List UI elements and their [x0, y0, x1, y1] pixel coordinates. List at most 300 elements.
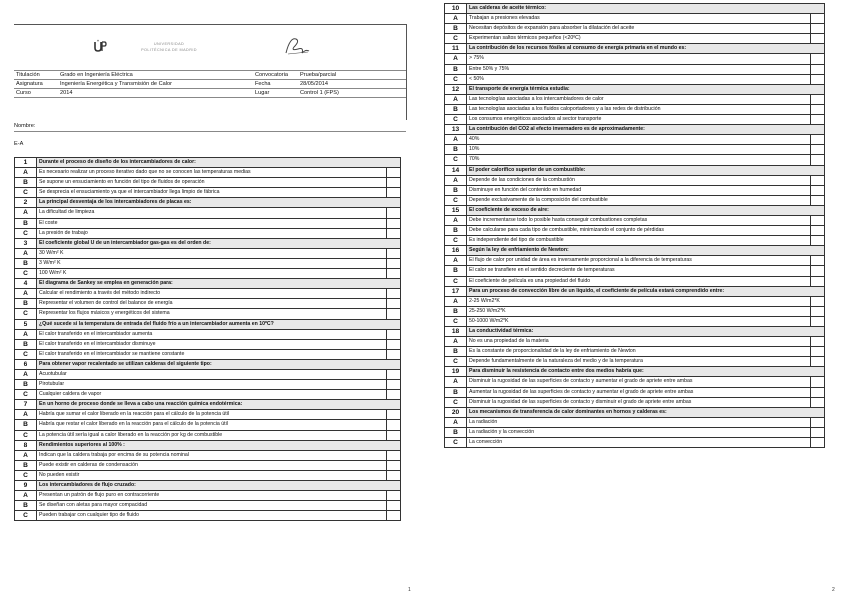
answer-option-row: [445, 438, 825, 448]
answer-option-row: [15, 380, 401, 390]
answer-option-row: [445, 236, 825, 246]
option-letter: B: [15, 380, 37, 390]
answer-option-row: [15, 299, 401, 309]
option-text: > 75%: [467, 54, 811, 64]
option-text: El flujo de calor por unidad de área es inversamente proporcional a la diferencia de temperaturas: [467, 256, 811, 266]
option-letter: A: [15, 410, 37, 420]
option-text: Se supone un ensuciamiento en función del tipo de fluidos de operación: [37, 178, 387, 188]
university-name-line2: POLITÉCNICA DE MADRID: [141, 48, 197, 52]
option-text: 40%: [467, 135, 811, 145]
question-text: El coeficiente global U de un intercambiador gas-gas es del orden de:: [37, 238, 401, 248]
question-text: Para obtener vapor recalentado se utilizan calderas del siguiente tipo:: [37, 359, 401, 369]
question-text: En un horno de proceso donde se lleva a cabo una reacción química endotérmica:: [37, 400, 401, 410]
option-letter: A: [15, 248, 37, 258]
question-number: 16: [445, 246, 467, 256]
option-letter: A: [445, 14, 467, 24]
option-text: Disminuye en función del contenido en humedad: [467, 185, 811, 195]
answer-option-row: [15, 339, 401, 349]
header-label: Titulación: [16, 72, 40, 78]
question-number: 9: [15, 481, 37, 491]
answer-box[interactable]: [811, 417, 825, 427]
option-letter: A: [15, 491, 37, 501]
answer-option-row: [15, 178, 401, 188]
question-row: [445, 84, 825, 94]
option-text: Depende fundamentalmente de la naturaleza del medio y de la temperatura: [467, 357, 811, 367]
question-row: [445, 367, 825, 377]
answer-option-row: [15, 511, 401, 521]
answer-option-row: [15, 420, 401, 430]
option-letter: A: [445, 296, 467, 306]
header-label: Lugar: [255, 90, 270, 96]
answer-option-row: [445, 195, 825, 205]
option-letter: C: [445, 155, 467, 165]
answer-box[interactable]: [811, 185, 825, 195]
option-text: El coeficiente de película es una propiedad del fluido: [467, 276, 811, 286]
header-label: Curso: [16, 90, 31, 96]
question-text: El coeficiente de exceso de aire:: [467, 205, 825, 215]
answer-box[interactable]: [811, 24, 825, 34]
question-text: El transporte de energía térmica estudia:: [467, 84, 825, 94]
answer-option-row: [445, 215, 825, 225]
option-text: Las tecnologías asociadas a los intercambiadores de calor: [467, 94, 811, 104]
question-text: Los intercambiadores de flujo cruzado:: [37, 481, 401, 491]
answer-box[interactable]: [811, 155, 825, 165]
question-number: 20: [445, 407, 467, 417]
option-text: Habría que restar el calor liberado en la reacción para el cálculo de la potencia útil: [37, 420, 387, 430]
answer-option-row: [15, 470, 401, 480]
question-row: [445, 44, 825, 54]
option-text: Cualquier caldera de vapor: [37, 390, 387, 400]
answer-box[interactable]: [387, 339, 401, 349]
university-logo-icon: [93, 39, 107, 53]
question-text: Los mecanismos de transferencia de calor dominantes en hornos y calderas es:: [467, 407, 825, 417]
option-text: Habría que sumar el calor liberado en la reacción para el cálculo de la potencia útil: [37, 410, 387, 420]
answer-option-row: [15, 269, 401, 279]
answer-box[interactable]: [811, 145, 825, 155]
question-number: 17: [445, 286, 467, 296]
answer-option-row: [445, 316, 825, 326]
option-text: Se desprecia el ensuciamiento ya que el intercambiador llega limpio de fábrica: [37, 188, 387, 198]
question-row: [15, 400, 401, 410]
answer-box[interactable]: [387, 410, 401, 420]
answer-option-row: [445, 155, 825, 165]
question-text: Rendimientos superiores al 100% :: [37, 440, 401, 450]
question-text: Para disminuir la resistencia de contacto entre dos medios habría que:: [467, 367, 825, 377]
option-text: Representar el volumen de control del balance de energía: [37, 299, 387, 309]
answer-option-row: [445, 34, 825, 44]
answer-box[interactable]: [387, 349, 401, 359]
question-row: [445, 205, 825, 215]
option-letter: A: [15, 369, 37, 379]
answer-option-row: [445, 266, 825, 276]
answer-box[interactable]: [387, 309, 401, 319]
answer-box[interactable]: [387, 369, 401, 379]
option-text: La radiación y la convección: [467, 427, 811, 437]
answer-box[interactable]: [811, 94, 825, 104]
question-number: 5: [15, 319, 37, 329]
answer-option-row: [445, 296, 825, 306]
option-letter: B: [445, 145, 467, 155]
answer-option-row: [445, 226, 825, 236]
question-row: [15, 481, 401, 491]
option-text: La presión de trabajo: [37, 228, 387, 238]
question-row: [445, 246, 825, 256]
answer-box[interactable]: [811, 337, 825, 347]
answer-box[interactable]: [387, 188, 401, 198]
question-row: [15, 359, 401, 369]
answer-box[interactable]: [811, 387, 825, 397]
option-text: Aumentar la rugosidad de las superficies de contacto y aumentar el grado de apriete entre ambas: [467, 387, 811, 397]
question-row: [445, 327, 825, 337]
answer-box[interactable]: [811, 34, 825, 44]
answer-option-row: [15, 450, 401, 460]
answer-box[interactable]: [387, 430, 401, 440]
answer-box[interactable]: [811, 175, 825, 185]
question-number: 14: [445, 165, 467, 175]
answer-box[interactable]: [387, 420, 401, 430]
option-text: No pueden existir: [37, 470, 387, 480]
question-text: ¿Qué sucede si la temperatura de entrada del fluido frío a un intercambiador aumenta en 10ºC?: [37, 319, 401, 329]
option-text: El coste: [37, 218, 387, 228]
option-text: Acuotubular: [37, 369, 387, 379]
option-text: Pueden trabajar con cualquier tipo de fluido: [37, 511, 387, 521]
option-letter: A: [445, 377, 467, 387]
answer-option-row: [15, 430, 401, 440]
question-text: Para un proceso de convección libre de un líquido, el coeficiente de película estará comprendido entre:: [467, 286, 825, 296]
header-row-asignatura: [14, 80, 406, 88]
answer-option-row: [15, 501, 401, 511]
answer-box[interactable]: [387, 501, 401, 511]
option-letter: C: [445, 276, 467, 286]
question-row: [15, 279, 401, 289]
option-letter: B: [445, 185, 467, 195]
answer-box[interactable]: [387, 470, 401, 480]
option-letter: B: [15, 339, 37, 349]
header-divider: [14, 97, 406, 98]
answer-option-row: [445, 256, 825, 266]
exam-version: E-A: [14, 141, 24, 147]
question-number: 3: [15, 238, 37, 248]
option-text: 2-25 W/m2*K: [467, 296, 811, 306]
answer-box[interactable]: [387, 491, 401, 501]
answer-box[interactable]: [387, 258, 401, 268]
option-letter: C: [15, 269, 37, 279]
university-name-line1: UNIVERSIDAD: [153, 42, 185, 46]
option-letter: A: [445, 337, 467, 347]
answer-box[interactable]: [811, 74, 825, 84]
header-label: Fecha: [255, 81, 271, 87]
option-letter: B: [445, 226, 467, 236]
answer-box[interactable]: [387, 218, 401, 228]
option-text: Pirotubular: [37, 380, 387, 390]
option-letter: C: [15, 470, 37, 480]
answer-option-row: [15, 349, 401, 359]
option-letter: A: [15, 289, 37, 299]
header-row-titulacion: [14, 71, 406, 79]
option-letter: C: [15, 188, 37, 198]
answer-box[interactable]: [811, 195, 825, 205]
answer-box[interactable]: [387, 450, 401, 460]
answer-box[interactable]: [811, 377, 825, 387]
question-number: 12: [445, 84, 467, 94]
option-text: Es independiente del tipo de combustible: [467, 236, 811, 246]
question-text: El diagrama de Sankey se emplea en generación para:: [37, 279, 401, 289]
answer-box[interactable]: [387, 329, 401, 339]
question-row: [445, 165, 825, 175]
option-text: La convección: [467, 438, 811, 448]
answer-box[interactable]: [811, 215, 825, 225]
answer-option-row: [15, 289, 401, 299]
option-letter: A: [445, 135, 467, 145]
answer-option-row: [15, 188, 401, 198]
question-text: Las calderas de aceite térmico:: [467, 4, 825, 14]
answer-option-row: [445, 145, 825, 155]
answer-box[interactable]: [387, 511, 401, 521]
answer-box[interactable]: [387, 380, 401, 390]
answer-box[interactable]: [811, 104, 825, 114]
question-text: La conductividad térmica:: [467, 327, 825, 337]
answer-option-row: [15, 258, 401, 268]
option-letter: B: [15, 218, 37, 228]
answer-option-row: [15, 208, 401, 218]
page-number: 1: [408, 587, 411, 593]
question-number: 2: [15, 198, 37, 208]
nombre-divider: [14, 131, 406, 132]
answer-option-row: [445, 175, 825, 185]
answer-box[interactable]: [811, 397, 825, 407]
option-letter: C: [445, 115, 467, 125]
option-letter: B: [15, 178, 37, 188]
option-letter: C: [15, 390, 37, 400]
option-text: No es una propiedad de la materia: [467, 337, 811, 347]
question-text: La principal desventaja de los intercambiadores de placas es:: [37, 198, 401, 208]
option-text: Presentan un patrón de flujo puro en contracorriente: [37, 491, 387, 501]
answer-box[interactable]: [811, 296, 825, 306]
option-text: Disminuir la rugosidad de las superficies de contacto y aumentar el grado de apriete entre ambas: [467, 377, 811, 387]
header-value: Prueba/parcial: [300, 72, 337, 78]
option-text: El calor transferido en el intercambiador disminuye: [37, 339, 387, 349]
header-value: Control 1 (FPS): [300, 90, 339, 96]
answer-option-row: [15, 248, 401, 258]
question-text: Durante el proceso de diseño de los intercambiadores de calor:: [37, 158, 401, 168]
question-number: 15: [445, 205, 467, 215]
question-text: Según la ley de enfriamiento de Newton:: [467, 246, 825, 256]
option-letter: C: [445, 236, 467, 246]
answer-box[interactable]: [811, 115, 825, 125]
answer-box[interactable]: [387, 460, 401, 470]
answer-box[interactable]: [387, 208, 401, 218]
answer-option-row: [445, 54, 825, 64]
answer-box[interactable]: [811, 357, 825, 367]
option-letter: A: [445, 94, 467, 104]
option-letter: B: [15, 299, 37, 309]
question-row: [15, 158, 401, 168]
answer-option-row: [445, 94, 825, 104]
option-text: Depende de las condiciones de la combustión: [467, 175, 811, 185]
header-value: 28/05/2014: [300, 81, 328, 87]
option-text: Representar los flujos másicos y energéticos del sistema: [37, 309, 387, 319]
option-letter: A: [445, 417, 467, 427]
option-text: 10%: [467, 145, 811, 155]
option-letter: B: [445, 104, 467, 114]
option-letter: C: [15, 349, 37, 359]
option-text: Se diseñan con aletas para mayor compacidad: [37, 501, 387, 511]
question-text: La contribución de los recursos fósiles al consumo de energía primaria en el mundo es:: [467, 44, 825, 54]
option-letter: C: [445, 438, 467, 448]
option-letter: A: [15, 168, 37, 178]
header-label: Asignatura: [16, 81, 43, 87]
answer-box[interactable]: [387, 168, 401, 178]
answer-option-row: [445, 417, 825, 427]
option-text: Disminuir la rugosidad de las superficies de contacto y disminuir el grado de apriete entre ambas: [467, 397, 811, 407]
answer-option-row: [15, 168, 401, 178]
option-letter: C: [445, 397, 467, 407]
answer-option-row: [15, 309, 401, 319]
answer-option-row: [445, 427, 825, 437]
option-letter: B: [445, 347, 467, 357]
option-letter: C: [445, 195, 467, 205]
answer-option-row: [15, 369, 401, 379]
option-text: < 50%: [467, 74, 811, 84]
option-text: Puede existir en calderas de condensación: [37, 460, 387, 470]
question-number: 6: [15, 359, 37, 369]
option-letter: B: [15, 258, 37, 268]
university-name: [124, 41, 214, 53]
question-number: 8: [15, 440, 37, 450]
answer-box[interactable]: [811, 266, 825, 276]
answer-box[interactable]: [387, 228, 401, 238]
option-text: Necesitan depósitos de expansión para absorber la dilatación del aceite: [467, 24, 811, 34]
answer-option-row: [445, 14, 825, 24]
option-letter: C: [445, 357, 467, 367]
question-row: [445, 286, 825, 296]
answer-box[interactable]: [811, 226, 825, 236]
question-number: 4: [15, 279, 37, 289]
answer-box[interactable]: [387, 299, 401, 309]
option-text: El calor se transfiere en el sentido decreciente de temperaturas: [467, 266, 811, 276]
answer-box[interactable]: [811, 64, 825, 74]
answer-box[interactable]: [811, 135, 825, 145]
question-number: 18: [445, 327, 467, 337]
question-row: [15, 440, 401, 450]
header-value: Grado en Ingeniería Eléctrica: [60, 72, 133, 78]
option-text: Las tecnologías asociadas a los fluidos caloportadores y a las redes de distribución: [467, 104, 811, 114]
option-text: La radiación: [467, 417, 811, 427]
answer-option-row: [445, 347, 825, 357]
question-number: 7: [15, 400, 37, 410]
exam-page-2: [424, 0, 848, 599]
option-letter: A: [445, 215, 467, 225]
answer-box[interactable]: [811, 438, 825, 448]
answer-option-row: [445, 387, 825, 397]
option-text: Debe incrementarse todo lo posible hasta conseguir combustiones completas: [467, 215, 811, 225]
answer-option-row: [15, 491, 401, 501]
option-text: Depende exclusivamente de la composición del combustible: [467, 195, 811, 205]
answer-box[interactable]: [811, 276, 825, 286]
question-row: [445, 125, 825, 135]
option-text: Es necesario realizar un proceso iterativo dado que no se conocen las temperaturas medias: [37, 168, 387, 178]
answer-box[interactable]: [387, 248, 401, 258]
option-letter: A: [445, 175, 467, 185]
option-letter: B: [15, 420, 37, 430]
question-number: 10: [445, 4, 467, 14]
option-text: 100 W/m² K: [37, 269, 387, 279]
option-text: Calcular el rendimiento a través del método indirecto: [37, 289, 387, 299]
option-text: 25-250 W/m2*K: [467, 306, 811, 316]
option-letter: C: [15, 511, 37, 521]
option-letter: C: [445, 74, 467, 84]
answer-option-row: [15, 390, 401, 400]
option-letter: A: [445, 256, 467, 266]
option-letter: A: [445, 54, 467, 64]
option-text: Experimentan saltos térmicos pequeños (<20ºC): [467, 34, 811, 44]
option-letter: A: [15, 208, 37, 218]
option-text: Los consumos energéticos asociados al sector transporte: [467, 115, 811, 125]
question-row: [445, 4, 825, 14]
answer-box[interactable]: [387, 390, 401, 400]
answer-box[interactable]: [811, 347, 825, 357]
option-text: Trabajan a presiones elevadas: [467, 14, 811, 24]
option-letter: B: [15, 460, 37, 470]
answer-box[interactable]: [387, 269, 401, 279]
option-letter: B: [445, 24, 467, 34]
header-label: Convocatoria: [255, 72, 288, 78]
option-text: 3 W/m² K: [37, 258, 387, 268]
header-value: 2014: [60, 90, 73, 96]
answer-option-row: [445, 135, 825, 145]
question-row: [15, 319, 401, 329]
answer-box[interactable]: [387, 178, 401, 188]
answer-option-row: [445, 115, 825, 125]
answer-box[interactable]: [811, 54, 825, 64]
answer-option-row: [15, 460, 401, 470]
answer-box[interactable]: [811, 306, 825, 316]
nombre-label: Nombre:: [14, 123, 36, 129]
answer-option-row: [445, 377, 825, 387]
option-text: Debe calcularse para cada tipo de combustible, minimizando el conjunto de pérdidas: [467, 226, 811, 236]
option-letter: B: [15, 501, 37, 511]
question-row: [15, 198, 401, 208]
question-number: 11: [445, 44, 467, 54]
option-letter: C: [445, 34, 467, 44]
option-letter: A: [15, 329, 37, 339]
answer-option-row: [445, 64, 825, 74]
option-letter: C: [445, 316, 467, 326]
answer-box[interactable]: [811, 316, 825, 326]
answer-box[interactable]: [811, 427, 825, 437]
question-row: [445, 407, 825, 417]
option-letter: C: [15, 430, 37, 440]
answer-box[interactable]: [387, 289, 401, 299]
question-number: 1: [15, 158, 37, 168]
answer-box[interactable]: [811, 256, 825, 266]
answer-option-row: [445, 276, 825, 286]
answer-box[interactable]: [811, 14, 825, 24]
answer-option-row: [15, 329, 401, 339]
answer-box[interactable]: [811, 236, 825, 246]
signature-icon: [282, 35, 312, 57]
option-text: La dificultad de limpieza: [37, 208, 387, 218]
answer-option-row: [445, 337, 825, 347]
answer-option-row: [445, 397, 825, 407]
option-letter: B: [445, 306, 467, 316]
questions-table-left: [14, 157, 401, 521]
answer-option-row: [15, 218, 401, 228]
option-text: La potencia útil sería igual a calor liberado en la reacción por kg de combustible: [37, 430, 387, 440]
option-letter: A: [15, 450, 37, 460]
header-value: Ingeniería Energética y Transmisión de Calor: [60, 81, 172, 87]
option-text: 30 W/m² K: [37, 248, 387, 258]
